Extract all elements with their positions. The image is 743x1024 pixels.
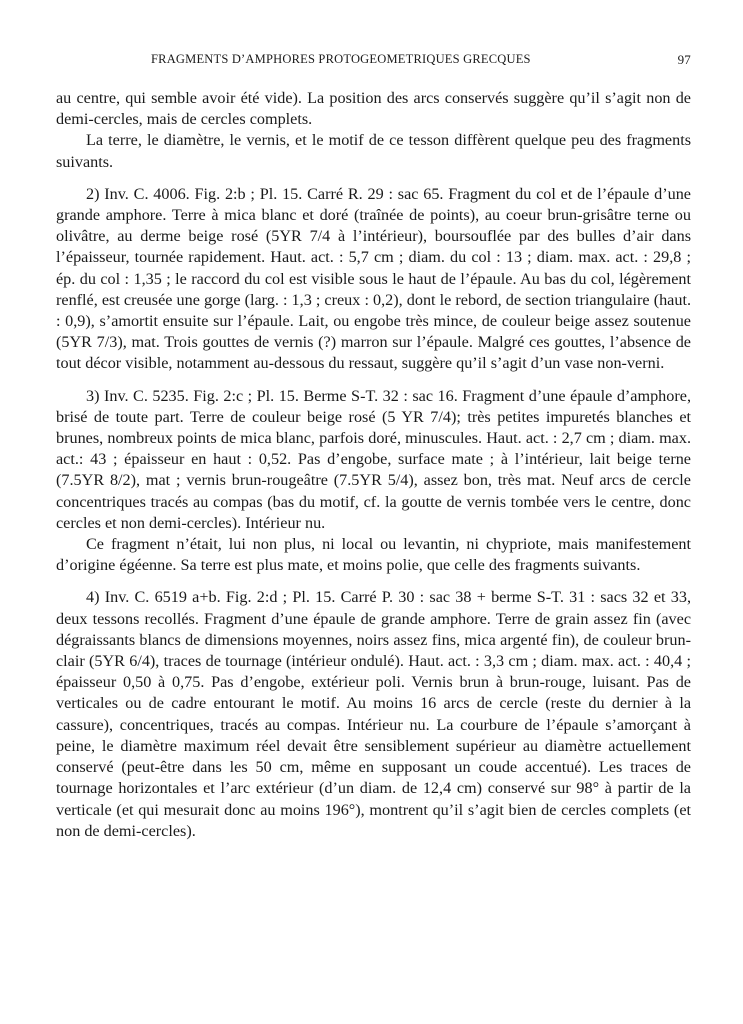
paragraph-comparison: La terre, le diamètre, le vernis, et le motif de ce tesson diffèrent quelque peu des fragments suivants. (56, 131, 691, 171)
paragraph-item-4: 4) Inv. C. 6519 a+b. Fig. 2:d ; Pl. 15. Carré P. 30 : sac 38 + berme S-T. 31 : sacs 32 et 33, deux tessons recollés. Fragment d’une épaule de grande amphore. Terre de grain assez fin (avec dégraissants blancs de dimensions moyennes, noirs assez fins, mica argenté fin), de couleur brun-clair (5YR 6/4), traces de tournage (intérieur ondulé). Haut. act. : 3,3 cm ; diam. max. act. : 40,4 ; épaisseur 0,50 à 0,75. Pas d’engobe, extérieur poli. Vernis brun à brun-rouge, luisant. Pas de verticales ou de cadre entourant le motif. Au moins 16 arcs de cercle (reste du dernier à la cassure), concentriques, tracés au compas. Intérieur nu. La courbure de l’épaule s’amorçant à peine, le diamètre maximum réel devait être sensiblement supérieur au diamètre actuellement conservé (peut-être dans les 50 cm, même en supposant un coude accentué). Les traces de tournage horizontales et l’arc extérieur (d’un diam. de 12,4 cm) conservé sur 98° à partir de la verticale (et qui mesurait donc au moins 196°), montrent qu’il s’agit bien de cercles complets (et non de demi-cercles). (56, 588, 691, 840)
paragraph-continuation: au centre, qui semble avoir été vide). La position des arcs conservés suggère qu’il s’agit non de demi-cercles, mais de cercles complets. (56, 89, 691, 129)
paragraph-item-2: 2) Inv. C. 4006. Fig. 2:b ; Pl. 15. Carré R. 29 : sac 65. Fragment du col et de l’épaule d’une grande amphore. Terre à mica blanc et doré (traînée de points), au coeur brun-grisâtre terne ou olivâtre, au derme beige rosé (5YR 7/4 à l’intérieur), boursouflée par des bulles d’air dans l’épaisseur, tournée rapidement. Haut. act. : 5,7 cm ; diam. du col : 13 ; diam. max. act. : 29,8 ; ép. du col : 1,35 ; le raccord du col est visible sous le haut de l’épaule. Au bas du col, légèrement renflé, est creusée une gorge (larg. : 1,3 ; creux : 0,2), dont le rebord, de section triangulaire (haut. : 0,9), s’amortit ensuite sur l’épaule. Lait, ou engobe très mince, de couleur beige assez soutenue (5YR 7/3), mat. Trois gouttes de vernis (?) marron sur l’épaule. Malgré ces gouttes, l’absence de tout décor visible, notamment au-dessous du ressaut, suggère qu’il s’agit d’un vase non-verni. (56, 184, 691, 373)
running-head (56, 52, 691, 70)
running-title: FRAGMENTS D’AMPHORES PROTOGEOMETRIQUES GRECQUES (151, 52, 531, 66)
paragraph-origin-note: Ce fragment n’était, lui non plus, ni local ou levantin, ni chypriote, mais manifestement d’origine égéenne. Sa terre est plus mate, et moins polie, que celle des fragments suivants. (56, 535, 691, 575)
page-number: 97 (677, 52, 691, 67)
paragraph-item-3: 3) Inv. C. 5235. Fig. 2:c ; Pl. 15. Berme S-T. 32 : sac 16. Fragment d’une épaule d’amphore, brisé de toute part. Terre de couleur beige rosé (5 YR 7/4); très petites impuretés blanches et brunes, nombreux points de mica blanc, parfois doré, minuscules. Haut. act. : 2,7 cm ; diam. max. act.: 43 ; épaisseur en haut : 0,52. Pas d’engobe, surface mate ; à l’intérieur, lait beige terne (7.5YR 8/2), mat ; vernis brun-rougeâtre (7.5YR 5/4), assez bon, très mat. Neuf arcs de cercle concentriques tracés au compas (bas du motif, cf. la goutte de vernis tombée vers le centre, donc cercles et non demi-cercles). Intérieur nu. (56, 386, 691, 532)
body-text (56, 88, 691, 842)
